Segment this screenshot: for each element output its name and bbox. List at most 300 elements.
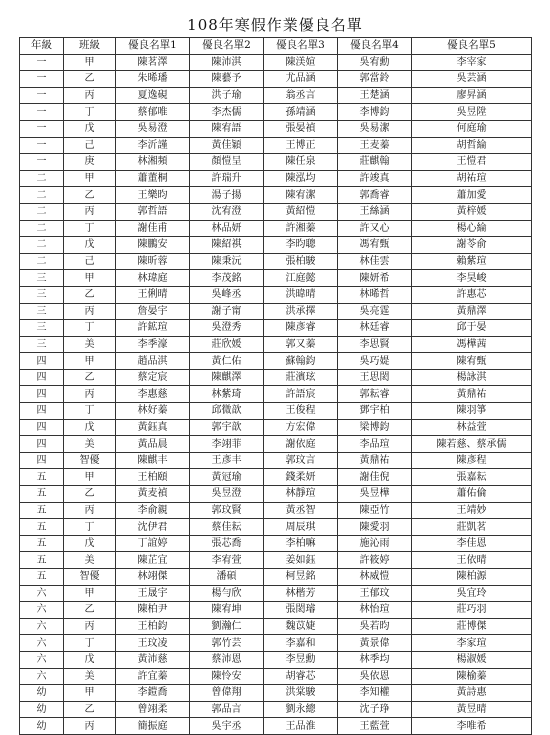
table-cell: 三 bbox=[20, 336, 64, 353]
table-cell: 謝佳倪 bbox=[338, 469, 412, 486]
table-cell: 陳怜安 bbox=[190, 668, 264, 685]
table-cell: 王柏鈞 bbox=[116, 618, 190, 635]
table-cell: 李柏嘛 bbox=[264, 535, 338, 552]
table-cell: 黃品晨 bbox=[116, 436, 190, 453]
table-cell: 四 bbox=[20, 353, 64, 370]
table-row bbox=[20, 569, 532, 586]
table-cell: 林瑋庭 bbox=[116, 270, 190, 287]
table-cell: 王依晴 bbox=[412, 552, 532, 569]
table-cell: 許筱婷 bbox=[338, 552, 412, 569]
table-cell: 胡睿芯 bbox=[264, 668, 338, 685]
table-cell: 美 bbox=[64, 436, 116, 453]
table-cell: 郭當鈴 bbox=[338, 71, 412, 88]
table-row bbox=[20, 618, 532, 635]
table-cell: 莊凱茗 bbox=[412, 519, 532, 536]
table-cell: 林廷睿 bbox=[338, 320, 412, 337]
table-cell: 陳鵬安 bbox=[116, 237, 190, 254]
table-cell: 蕭佑倫 bbox=[412, 486, 532, 503]
table-cell: 王思閎 bbox=[338, 369, 412, 386]
table-cell: 吳昱陞 bbox=[412, 104, 532, 121]
table-cell: 六 bbox=[20, 635, 64, 652]
table-cell: 朱晞璠 bbox=[116, 71, 190, 88]
table-cell: 四 bbox=[20, 369, 64, 386]
table-row bbox=[20, 635, 532, 652]
table-row bbox=[20, 668, 532, 685]
table-cell: 四 bbox=[20, 419, 64, 436]
table-cell: 智優 bbox=[64, 569, 116, 586]
table-cell: 李品瑄 bbox=[338, 436, 412, 453]
table-cell: 己 bbox=[64, 137, 116, 154]
table-cell: 梁博鈞 bbox=[338, 419, 412, 436]
table-cell: 林怡瑄 bbox=[338, 602, 412, 619]
table-cell: 五 bbox=[20, 552, 64, 569]
table-cell: 曾翊柔 bbox=[116, 701, 190, 718]
table-cell: 邱微歆 bbox=[190, 403, 264, 420]
table-cell: 許惠芯 bbox=[412, 286, 532, 303]
table-cell: 黃昱晴 bbox=[412, 701, 532, 718]
table-cell: 三 bbox=[20, 320, 64, 337]
table-cell: 丁誼婷 bbox=[116, 535, 190, 552]
table-cell: 戊 bbox=[64, 120, 116, 137]
table-cell: 六 bbox=[20, 618, 64, 635]
table-cell: 甲 bbox=[64, 270, 116, 287]
table-cell: 王晟宇 bbox=[116, 585, 190, 602]
table-cell: 六 bbox=[20, 585, 64, 602]
table-row bbox=[20, 718, 532, 735]
table-row bbox=[20, 502, 532, 519]
table-cell: 郭宇歆 bbox=[190, 419, 264, 436]
table-cell: 一 bbox=[20, 71, 64, 88]
table-cell: 張晏禎 bbox=[264, 120, 338, 137]
table-cell: 姜如鈺 bbox=[264, 552, 338, 569]
table-cell: 蔡定宸 bbox=[116, 369, 190, 386]
table-cell: 吳峰丞 bbox=[190, 286, 264, 303]
table-cell: 一 bbox=[20, 120, 64, 137]
table-cell: 五 bbox=[20, 502, 64, 519]
table-cell: 四 bbox=[20, 436, 64, 453]
table-cell: 郭哲語 bbox=[116, 203, 190, 220]
table-cell: 李惠慈 bbox=[116, 386, 190, 403]
table-cell: 吳昱樺 bbox=[338, 486, 412, 503]
table-cell: 吳若昀 bbox=[338, 618, 412, 635]
table-row bbox=[20, 651, 532, 668]
table-cell: 黃鈺真 bbox=[116, 419, 190, 436]
table-row bbox=[20, 535, 532, 552]
table-cell: 郭又蓁 bbox=[264, 336, 338, 353]
table-cell: 湯子揚 bbox=[190, 187, 264, 204]
table-row bbox=[20, 253, 532, 270]
table-row bbox=[20, 436, 532, 453]
column-header: 優良名單5 bbox=[412, 38, 532, 55]
table-cell: 三 bbox=[20, 270, 64, 287]
table-cell: 胡祐瑄 bbox=[412, 170, 532, 187]
table-row bbox=[20, 286, 532, 303]
table-cell: 吳易潔 bbox=[338, 120, 412, 137]
table-cell: 李宰家 bbox=[412, 54, 532, 71]
table-cell: 方宏偉 bbox=[264, 419, 338, 436]
table-cell: 智優 bbox=[64, 452, 116, 469]
table-cell: 五 bbox=[20, 519, 64, 536]
table-cell: 林紫琦 bbox=[190, 386, 264, 403]
table-cell: 蕭加愛 bbox=[412, 187, 532, 204]
table-cell: 黃梓媛 bbox=[412, 203, 532, 220]
table-cell: 黃丞智 bbox=[264, 502, 338, 519]
table-cell: 陳宥潔 bbox=[264, 187, 338, 204]
table-cell: 甲 bbox=[64, 353, 116, 370]
table-row bbox=[20, 237, 532, 254]
table-cell: 莊欣媛 bbox=[190, 336, 264, 353]
table-row bbox=[20, 54, 532, 71]
table-cell: 陳妍希 bbox=[338, 270, 412, 287]
table-cell: 陳麒澤 bbox=[190, 369, 264, 386]
table-cell: 吳昱澄 bbox=[190, 486, 264, 503]
column-header: 班級 bbox=[64, 38, 116, 55]
table-cell: 許鉱瑄 bbox=[116, 320, 190, 337]
table-cell: 乙 bbox=[64, 187, 116, 204]
table-cell: 李杰儒 bbox=[190, 104, 264, 121]
table-row bbox=[20, 469, 532, 486]
table-cell: 李昱勳 bbox=[264, 651, 338, 668]
table-cell: 林靜瑄 bbox=[264, 486, 338, 503]
table-cell: 許竣真 bbox=[338, 170, 412, 187]
table-cell: 許瑞升 bbox=[190, 170, 264, 187]
table-cell: 廖昇涵 bbox=[412, 87, 532, 104]
table-cell: 吳宥勳 bbox=[338, 54, 412, 71]
table-cell: 簡振庭 bbox=[116, 718, 190, 735]
table-cell: 陳宥坤 bbox=[190, 602, 264, 619]
table-cell: 戊 bbox=[64, 419, 116, 436]
table-cell: 李鎧喬 bbox=[116, 685, 190, 702]
table-cell: 五 bbox=[20, 469, 64, 486]
table-cell: 郭玟言 bbox=[264, 452, 338, 469]
table-cell: 王靖妙 bbox=[412, 502, 532, 519]
table-cell: 林季均 bbox=[338, 651, 412, 668]
table-body bbox=[20, 54, 532, 734]
table-cell: 翁丞言 bbox=[264, 87, 338, 104]
table-row bbox=[20, 120, 532, 137]
table-cell: 許又心 bbox=[338, 220, 412, 237]
table-cell: 己 bbox=[64, 253, 116, 270]
table-cell: 王品淮 bbox=[264, 718, 338, 735]
table-cell: 錢柔妍 bbox=[264, 469, 338, 486]
table-cell: 五 bbox=[20, 535, 64, 552]
table-row bbox=[20, 137, 532, 154]
table-cell: 沈伊君 bbox=[116, 519, 190, 536]
table-cell: 賴紫瑄 bbox=[412, 253, 532, 270]
table-cell: 李季濠 bbox=[116, 336, 190, 353]
table-row bbox=[20, 220, 532, 237]
table-row bbox=[20, 320, 532, 337]
table-cell: 美 bbox=[64, 552, 116, 569]
table-cell: 乙 bbox=[64, 602, 116, 619]
table-cell: 莊巧羽 bbox=[412, 602, 532, 619]
table-cell: 美 bbox=[64, 668, 116, 685]
column-header: 優良名單4 bbox=[338, 38, 412, 55]
table-cell: 黃冠瑜 bbox=[190, 469, 264, 486]
table-cell: 幼 bbox=[20, 718, 64, 735]
table-cell: 劉永總 bbox=[264, 701, 338, 718]
table-cell: 郭品言 bbox=[190, 701, 264, 718]
table-cell: 李思賢 bbox=[338, 336, 412, 353]
table-cell: 何庭瑜 bbox=[412, 120, 532, 137]
table-cell: 黃鼎澤 bbox=[412, 303, 532, 320]
table-cell: 王絲涵 bbox=[338, 203, 412, 220]
table-cell: 五 bbox=[20, 486, 64, 503]
table-cell: 吳依恩 bbox=[338, 668, 412, 685]
table-cell: 戊 bbox=[64, 651, 116, 668]
table-cell: 洪承擇 bbox=[264, 303, 338, 320]
table-cell: 陳茗澤 bbox=[116, 54, 190, 71]
table-row bbox=[20, 701, 532, 718]
table-cell: 謝苓俞 bbox=[412, 237, 532, 254]
table-cell: 黃鼎祐 bbox=[338, 452, 412, 469]
table-cell: 陳榆蓁 bbox=[412, 668, 532, 685]
table-cell: 王博正 bbox=[264, 137, 338, 154]
table-cell: 美 bbox=[64, 336, 116, 353]
table-row bbox=[20, 104, 532, 121]
table-cell: 陳芷宜 bbox=[116, 552, 190, 569]
table-cell: 丁 bbox=[64, 104, 116, 121]
table-cell: 李家瑄 bbox=[412, 635, 532, 652]
table-cell: 楊淑媛 bbox=[412, 651, 532, 668]
table-cell: 謝依庭 bbox=[264, 436, 338, 453]
table-cell: 甲 bbox=[64, 685, 116, 702]
table-cell: 莊博傑 bbox=[412, 618, 532, 635]
column-header: 優良名單1 bbox=[116, 38, 190, 55]
table-cell: 莊濱玹 bbox=[264, 369, 338, 386]
table-cell: 李博鈞 bbox=[338, 104, 412, 121]
table-cell: 李茂銘 bbox=[190, 270, 264, 287]
table-cell: 丙 bbox=[64, 718, 116, 735]
table-cell: 魏苡婕 bbox=[264, 618, 338, 635]
table-cell: 五 bbox=[20, 569, 64, 586]
table-row bbox=[20, 303, 532, 320]
table-cell: 許語宸 bbox=[264, 386, 338, 403]
table-cell: 蔡郁唯 bbox=[116, 104, 190, 121]
table-cell: 蘇翰鈞 bbox=[264, 353, 338, 370]
table-cell: 夏逸硯 bbox=[116, 87, 190, 104]
table-cell: 王麦蓁 bbox=[338, 137, 412, 154]
table-cell: 黃沛慈 bbox=[116, 651, 190, 668]
table-cell: 王楚涵 bbox=[338, 87, 412, 104]
table-row bbox=[20, 486, 532, 503]
table-cell: 蕭董桐 bbox=[116, 170, 190, 187]
table-cell: 丙 bbox=[64, 303, 116, 320]
table-cell: 林晞哲 bbox=[338, 286, 412, 303]
column-header: 年級 bbox=[20, 38, 64, 55]
table-cell: 甲 bbox=[64, 585, 116, 602]
table-cell: 王愷君 bbox=[412, 154, 532, 171]
table-cell: 黃鼎祐 bbox=[412, 386, 532, 403]
table-cell: 黃麦禎 bbox=[116, 486, 190, 503]
table-cell: 楊心綸 bbox=[412, 220, 532, 237]
table-cell: 李沂謹 bbox=[116, 137, 190, 154]
table-cell: 乙 bbox=[64, 486, 116, 503]
table-cell: 謝佳甫 bbox=[116, 220, 190, 237]
table-cell: 王藍萱 bbox=[338, 718, 412, 735]
table-cell: 二 bbox=[20, 220, 64, 237]
table-cell: 陳紹祺 bbox=[190, 237, 264, 254]
table-row bbox=[20, 602, 532, 619]
table-cell: 吳巧媞 bbox=[338, 353, 412, 370]
table-cell: 陳宥語 bbox=[190, 120, 264, 137]
table-cell: 郭竹芸 bbox=[190, 635, 264, 652]
table-cell: 陳麒丰 bbox=[116, 452, 190, 469]
table-cell: 王彥丰 bbox=[190, 452, 264, 469]
table-cell: 甲 bbox=[64, 170, 116, 187]
table-cell: 乙 bbox=[64, 369, 116, 386]
table-cell: 郭耘睿 bbox=[338, 386, 412, 403]
table-cell: 丁 bbox=[64, 220, 116, 237]
table-row bbox=[20, 585, 532, 602]
table-cell: 黃景偉 bbox=[338, 635, 412, 652]
table-cell: 邱于晏 bbox=[412, 320, 532, 337]
table-cell: 丁 bbox=[64, 519, 116, 536]
table-cell: 沈子琤 bbox=[338, 701, 412, 718]
table-cell: 蔡沛恩 bbox=[190, 651, 264, 668]
table-cell: 黃紹愷 bbox=[264, 203, 338, 220]
table-cell: 陳柏尹 bbox=[116, 602, 190, 619]
table-cell: 林益萱 bbox=[412, 419, 532, 436]
table-cell: 三 bbox=[20, 286, 64, 303]
table-cell: 吳易澄 bbox=[116, 120, 190, 137]
table-cell: 二 bbox=[20, 187, 64, 204]
table-cell: 幼 bbox=[20, 701, 64, 718]
table-cell: 戊 bbox=[64, 535, 116, 552]
table-cell: 乙 bbox=[64, 701, 116, 718]
table-cell: 陳沛淇 bbox=[190, 54, 264, 71]
table-cell: 四 bbox=[20, 403, 64, 420]
table-cell: 陳藝予 bbox=[190, 71, 264, 88]
honor-roll-table bbox=[19, 37, 532, 735]
table-cell: 丙 bbox=[64, 87, 116, 104]
table-cell: 庚 bbox=[64, 154, 116, 171]
table-cell: 李俞親 bbox=[116, 502, 190, 519]
table-cell: 孫靖涵 bbox=[264, 104, 338, 121]
table-cell: 丙 bbox=[64, 618, 116, 635]
table-cell: 甲 bbox=[64, 54, 116, 71]
table-cell: 陳亞竹 bbox=[338, 502, 412, 519]
table-cell: 李昊峻 bbox=[412, 270, 532, 287]
table-row bbox=[20, 685, 532, 702]
table-row bbox=[20, 154, 532, 171]
table-cell: 張芯喬 bbox=[190, 535, 264, 552]
table-cell: 蔡佳耘 bbox=[190, 519, 264, 536]
table-cell: 曾偉翔 bbox=[190, 685, 264, 702]
table-cell: 二 bbox=[20, 253, 64, 270]
table-row bbox=[20, 87, 532, 104]
table-cell: 乙 bbox=[64, 286, 116, 303]
table-cell: 王柏頤 bbox=[116, 469, 190, 486]
table-cell: 陳愛羽 bbox=[338, 519, 412, 536]
table-cell: 丁 bbox=[64, 635, 116, 652]
table-row bbox=[20, 270, 532, 287]
table-cell: 鄧宇柏 bbox=[338, 403, 412, 420]
table-cell: 六 bbox=[20, 602, 64, 619]
table-cell: 陳柏源 bbox=[412, 569, 532, 586]
table-cell: 李宥萱 bbox=[190, 552, 264, 569]
table-cell: 潘碩 bbox=[190, 569, 264, 586]
table-cell: 陳彥程 bbox=[412, 452, 532, 469]
table-cell: 二 bbox=[20, 237, 64, 254]
table-cell: 丁 bbox=[64, 320, 116, 337]
table-cell: 林翊傑 bbox=[116, 569, 190, 586]
table-cell: 陳若慈、蔡承儒 bbox=[412, 436, 532, 453]
table-cell: 柯昱銘 bbox=[264, 569, 338, 586]
table-cell: 四 bbox=[20, 452, 64, 469]
table-cell: 洪子瑜 bbox=[190, 87, 264, 104]
table-cell: 一 bbox=[20, 87, 64, 104]
table-cell: 許宜蓁 bbox=[116, 668, 190, 685]
table-cell: 吳亮霆 bbox=[338, 303, 412, 320]
table-cell: 二 bbox=[20, 203, 64, 220]
table-cell: 林威愷 bbox=[338, 569, 412, 586]
table-cell: 四 bbox=[20, 386, 64, 403]
table-row bbox=[20, 419, 532, 436]
table-cell: 胡哲綸 bbox=[412, 137, 532, 154]
table-cell: 林楷芳 bbox=[264, 585, 338, 602]
table-cell: 幼 bbox=[20, 685, 64, 702]
table-row bbox=[20, 336, 532, 353]
table-cell: 吳澄秀 bbox=[190, 320, 264, 337]
table-cell: 黃仁佑 bbox=[190, 353, 264, 370]
table-cell: 楊勻欣 bbox=[190, 585, 264, 602]
table-cell: 王郁玟 bbox=[338, 585, 412, 602]
table-cell: 洪暐晴 bbox=[264, 286, 338, 303]
table-cell: 莊麒翰 bbox=[338, 154, 412, 171]
table-cell: 李嘉和 bbox=[264, 635, 338, 652]
table-cell: 林品妍 bbox=[190, 220, 264, 237]
table-cell: 李佳恩 bbox=[412, 535, 532, 552]
table-cell: 許湘蓁 bbox=[264, 220, 338, 237]
table-cell: 張嘉耘 bbox=[412, 469, 532, 486]
table-cell: 陳昕蓉 bbox=[116, 253, 190, 270]
table-cell: 林湘頻 bbox=[116, 154, 190, 171]
table-cell: 陳泓均 bbox=[264, 170, 338, 187]
table-cell: 一 bbox=[20, 154, 64, 171]
table-cell: 劉瀚仁 bbox=[190, 618, 264, 635]
table-cell: 甲 bbox=[64, 469, 116, 486]
table-cell: 一 bbox=[20, 137, 64, 154]
table-cell: 吳宜玲 bbox=[412, 585, 532, 602]
page-title: 108年寒假作業優良名單 bbox=[187, 16, 363, 34]
table-cell: 丙 bbox=[64, 502, 116, 519]
table-cell: 馮宥甄 bbox=[338, 237, 412, 254]
table-row bbox=[20, 519, 532, 536]
table-cell: 丙 bbox=[64, 386, 116, 403]
table-cell: 陳羽箏 bbox=[412, 403, 532, 420]
table-row bbox=[20, 403, 532, 420]
table-cell: 一 bbox=[20, 104, 64, 121]
table-cell: 江庭懿 bbox=[264, 270, 338, 287]
table-cell: 林佳雲 bbox=[338, 253, 412, 270]
table-cell: 周辰琪 bbox=[264, 519, 338, 536]
table-cell: 黃詩惠 bbox=[412, 685, 532, 702]
table-cell: 謝子甯 bbox=[190, 303, 264, 320]
header-row bbox=[20, 38, 532, 55]
table-cell: 林好蓁 bbox=[116, 403, 190, 420]
table-cell: 王俐晴 bbox=[116, 286, 190, 303]
table-cell: 李唯希 bbox=[412, 718, 532, 735]
table-cell: 郭玟賢 bbox=[190, 502, 264, 519]
table-cell: 王樂昀 bbox=[116, 187, 190, 204]
table-cell: 三 bbox=[20, 303, 64, 320]
table-row bbox=[20, 71, 532, 88]
column-header: 優良名單3 bbox=[264, 38, 338, 55]
table-cell: 馮樺茜 bbox=[412, 336, 532, 353]
table-cell: 六 bbox=[20, 668, 64, 685]
table-cell: 吳芸涵 bbox=[412, 71, 532, 88]
